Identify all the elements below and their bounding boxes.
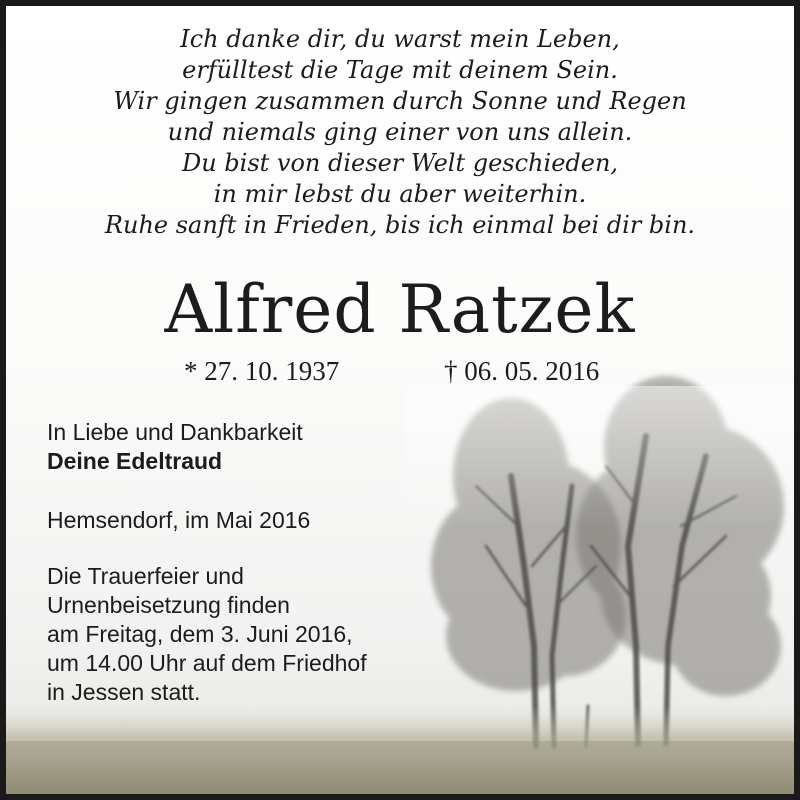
- poem-line: Du bist von dieser Welt geschieden,: [181, 149, 619, 177]
- poem-line: erfülltest die Tage mit deinem Sein.: [182, 56, 618, 84]
- poem: [6, 24, 794, 241]
- place-date: Hemsendorf, im Mai 2016: [47, 507, 311, 533]
- deceased-name: Alfred Ratzek: [164, 271, 636, 348]
- ceremony-line: in Jessen statt.: [47, 679, 201, 705]
- poem-line: in mir lebst du aber weiterhin.: [213, 180, 587, 208]
- dedication: [47, 418, 303, 476]
- poem-line: und niemals ging einer von uns allein.: [167, 118, 633, 146]
- life-dates: [6, 354, 794, 388]
- death-date: † 06. 05. 2016: [444, 356, 600, 386]
- ceremony-info: [47, 562, 367, 707]
- birth-date: * 27. 10. 1937: [184, 356, 340, 386]
- ceremony-line: Urnenbeisetzung finden: [47, 592, 290, 618]
- dedication-text: In Liebe und Dankbarkeit: [47, 419, 303, 445]
- poem-line: Ich danke dir, du warst mein Leben,: [180, 25, 620, 53]
- poem-line: Ruhe sanft in Frieden, bis ich einmal bei dir bin.: [104, 211, 696, 239]
- ceremony-line: Die Trauerfeier und: [47, 563, 244, 589]
- ceremony-line: am Freitag, dem 3. Juni 2016,: [47, 621, 353, 647]
- poem-line: Wir gingen zusammen durch Sonne und Regen: [113, 87, 687, 115]
- ceremony-line: um 14.00 Uhr auf dem Friedhof: [47, 650, 367, 676]
- signature: Deine Edeltraud: [47, 448, 223, 474]
